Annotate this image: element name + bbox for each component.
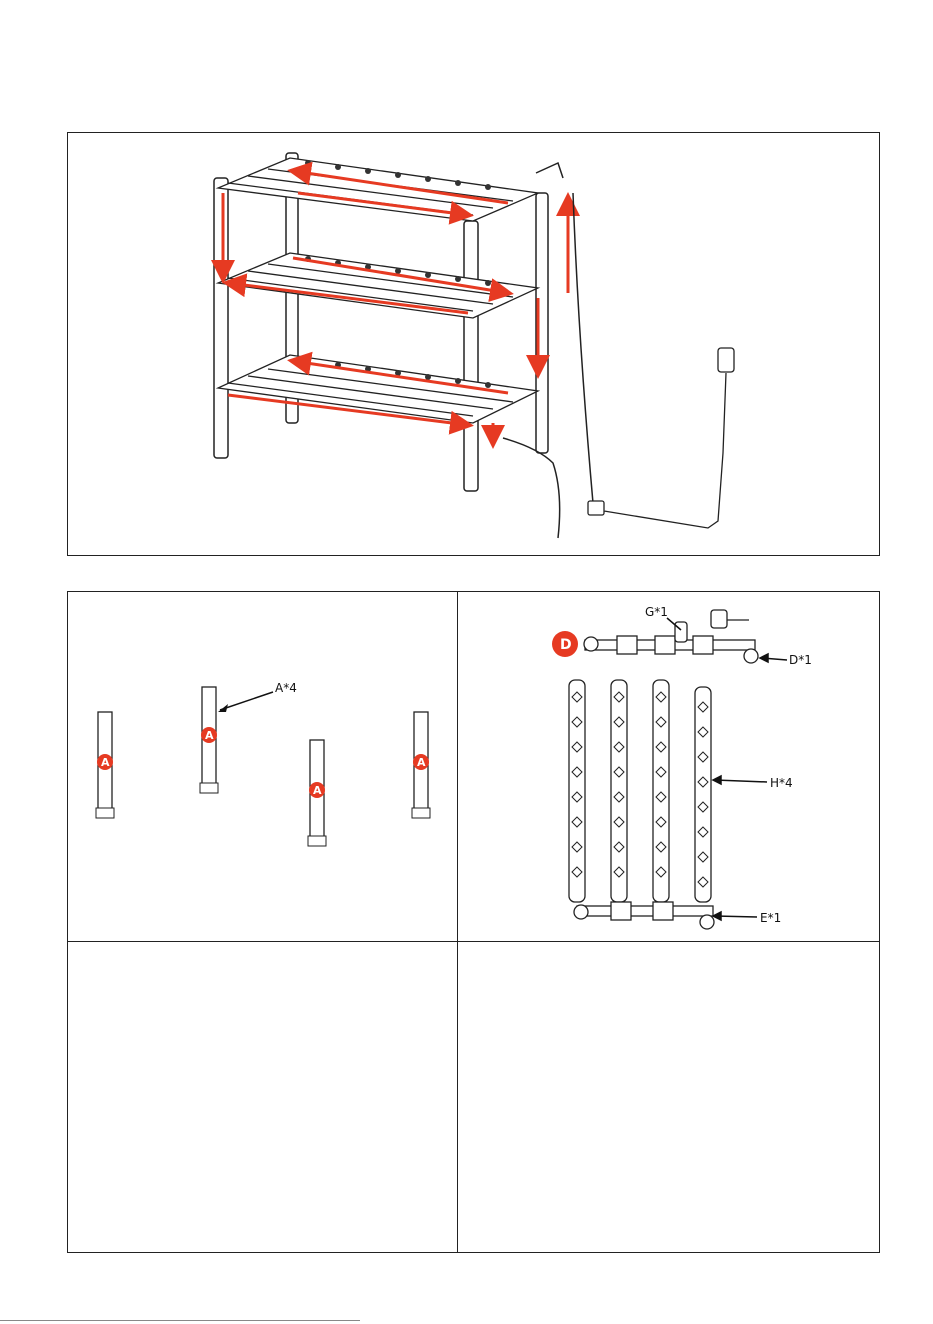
pump-and-adapter <box>588 348 734 528</box>
parts-grid <box>67 591 880 1253</box>
grid-divider-horizontal <box>68 941 879 942</box>
assembled-rack-panel <box>67 132 880 556</box>
rack-illustration <box>68 133 881 557</box>
parts-dhe-cell <box>457 592 881 941</box>
top-header-d <box>584 636 758 663</box>
pipe-a-2 <box>200 687 218 793</box>
label-g-count: G*1 <box>645 605 668 619</box>
label-d-count: D*1 <box>789 653 812 667</box>
tubes-h <box>569 680 711 902</box>
tube-holes <box>572 692 708 887</box>
bottom-base-e <box>574 902 714 929</box>
badge-a-3: A <box>313 784 322 797</box>
pipe-a-1 <box>96 712 114 818</box>
label-h-count: H*4 <box>770 776 793 790</box>
badge-a-2: A <box>205 729 214 742</box>
label-e-count: E*1 <box>760 911 782 925</box>
badge-a-1: A <box>101 756 110 769</box>
parts-a-cell <box>68 592 457 941</box>
tier-middle <box>218 253 538 318</box>
badge-a-4: A <box>417 756 426 769</box>
pipe-a-3 <box>308 740 326 846</box>
footer-rule <box>0 1320 360 1321</box>
badge-d-text: D <box>560 637 572 653</box>
label-a-count: A*4 <box>275 681 297 695</box>
pointer-a <box>220 692 273 710</box>
pipe-a-4 <box>412 712 430 818</box>
pointers <box>667 618 787 920</box>
tier-top <box>218 158 538 221</box>
